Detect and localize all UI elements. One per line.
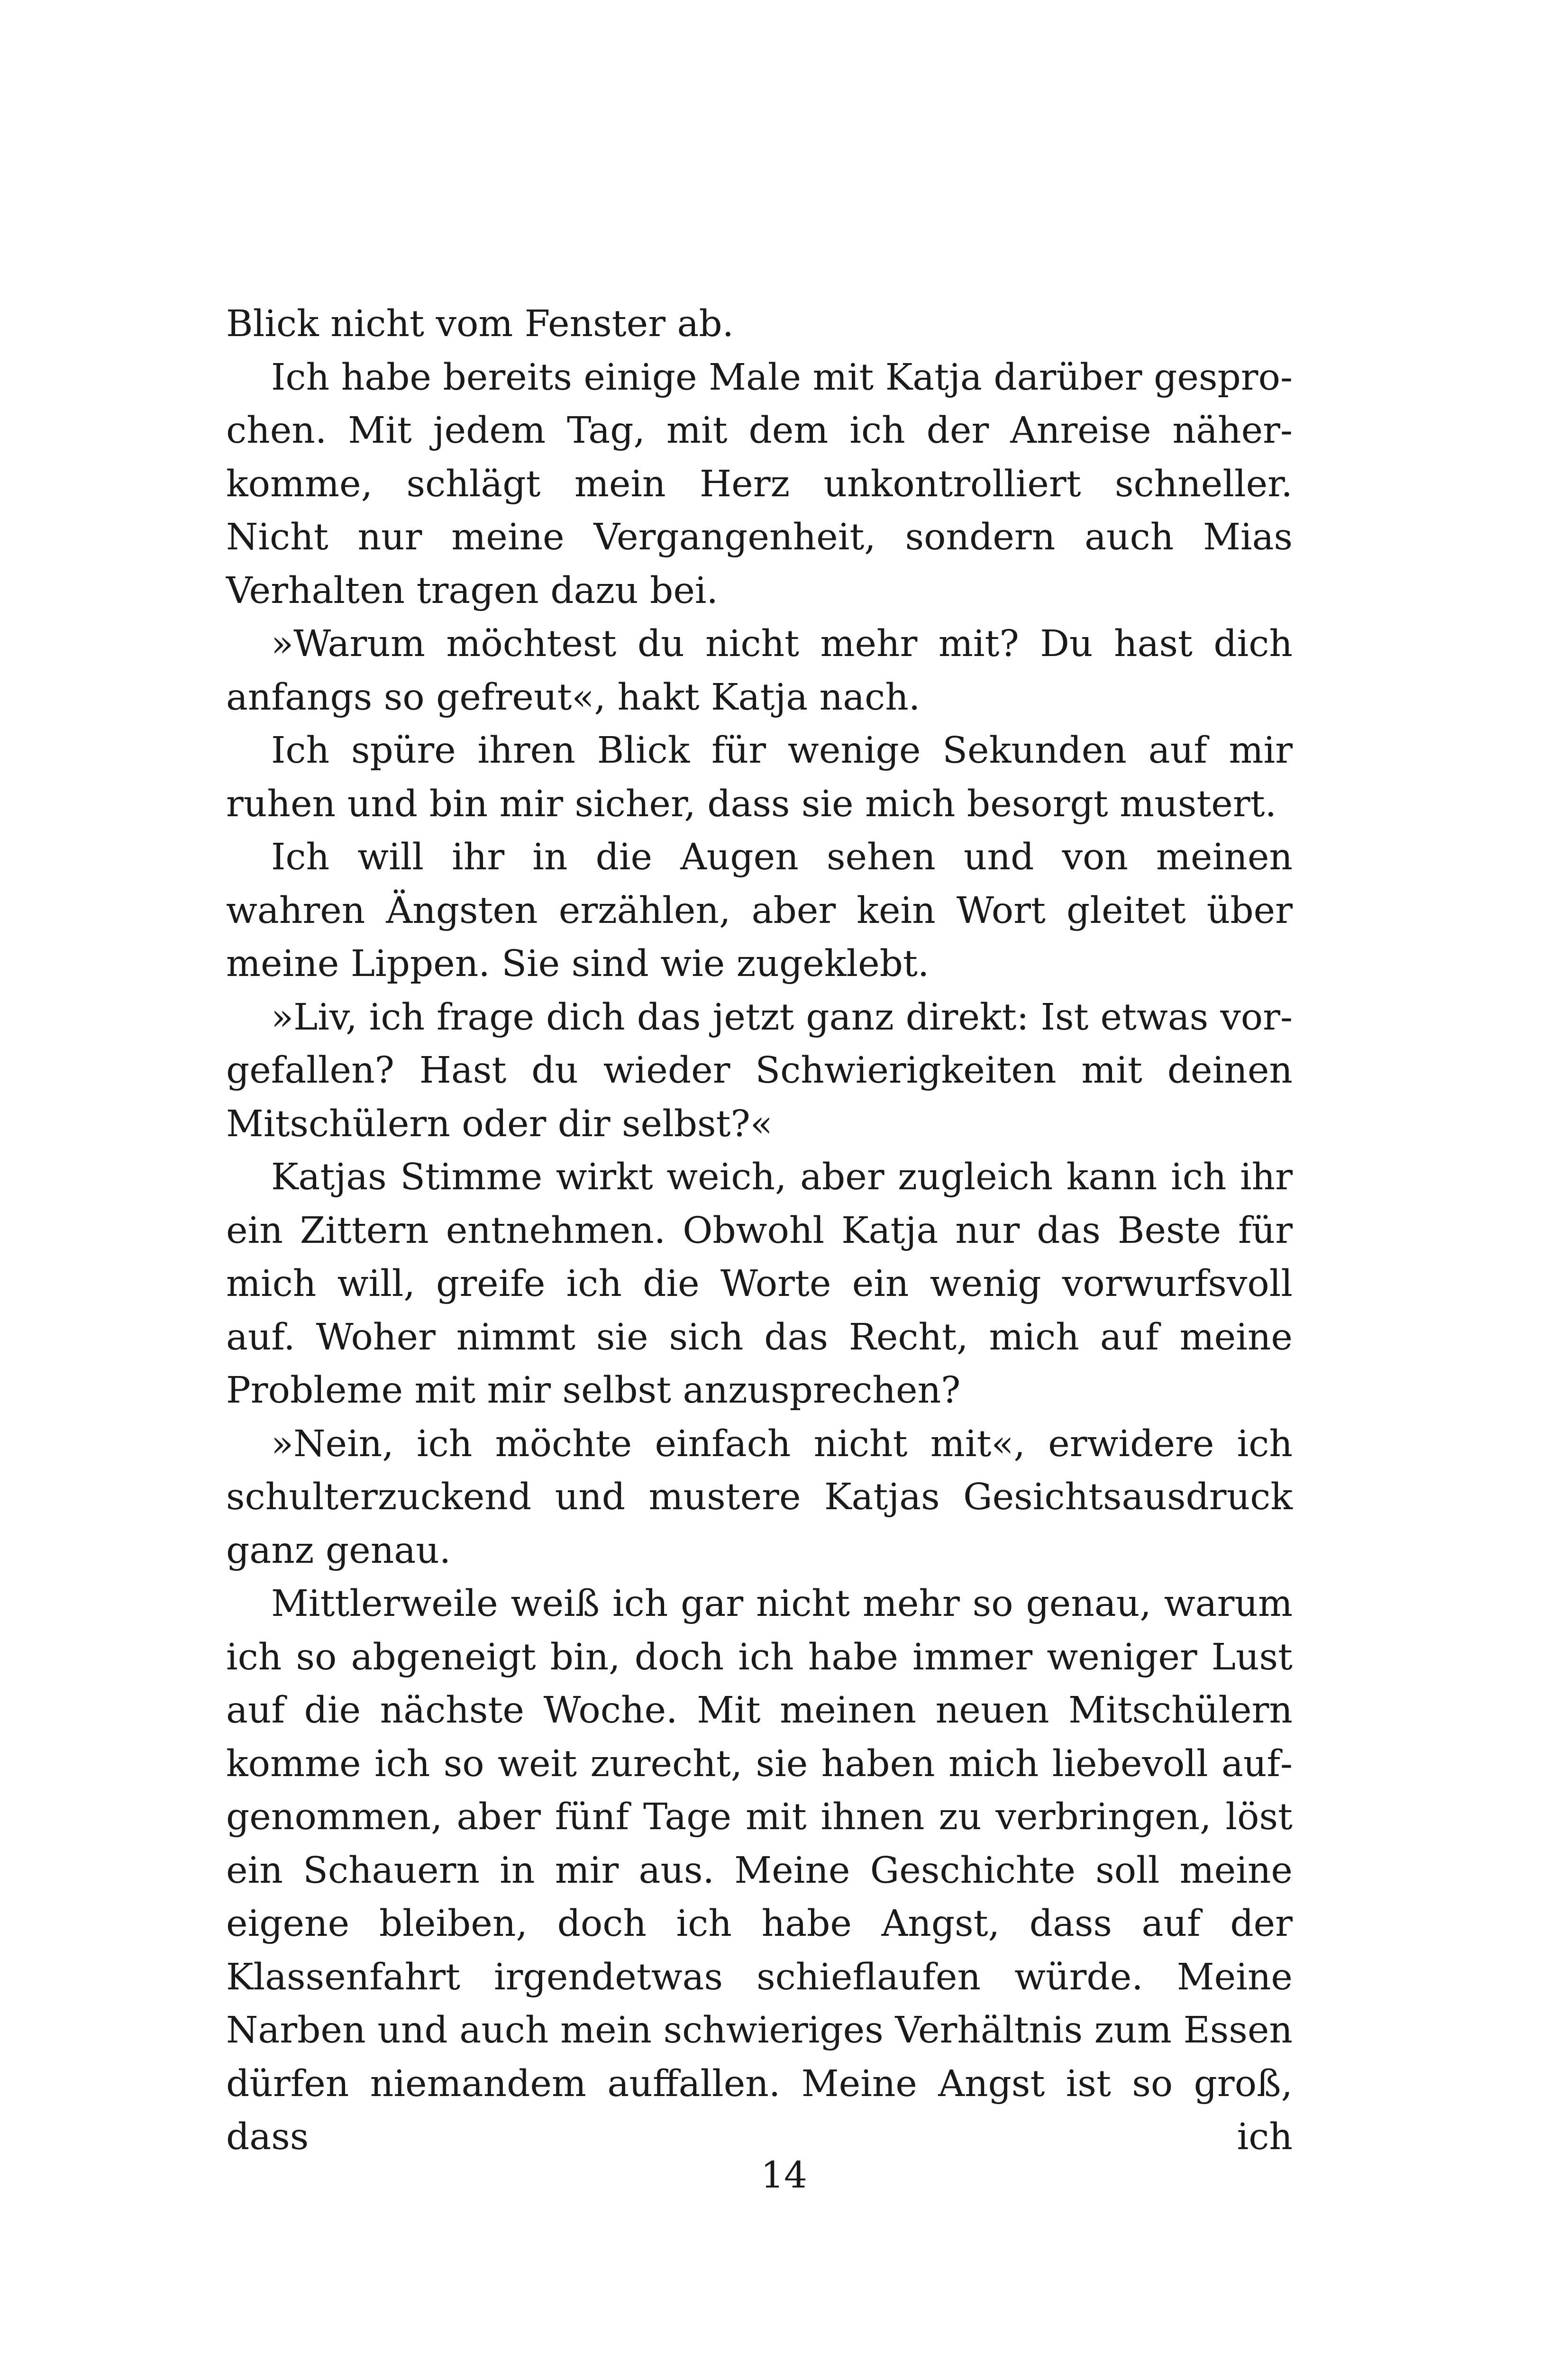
paragraph: Blick nicht vom Fenster ab. <box>226 303 734 345</box>
paragraph-continues: Mittlerweile weiß ich gar nicht mehr so genau, warum ich so abgeneigt bin, doch ich habe immer weniger Lust auf die nächste Woche. Mit meinen neuen Mitschülern komme ich so weit zurecht, sie haben mich liebevoll aufgenommen, aber fünf Tage mit ihnen zu verbringen, löst ein Schauern in mir aus. Meine Geschichte soll meine eigene bleiben, doch ich habe Angst, dass auf der Klassenfahrt irgendetwas schieflaufen würde. Meine Narben und auch mein schwieriges Verhältnis zum Essen dürfen niemandem auffallen. Meine Angst ist so groß, dass ich <box>226 1583 1293 2158</box>
paragraph: Ich habe bereits einige Male mit Katja darüber gesprochen. Mit jedem Tag, mit dem ich der Anreise näherkomme, schlägt mein Herz unkontrolliert schneller. Nicht nur meine Vergangenheit, sondern auch Mias Verhalten tragen dazu bei. <box>226 356 1293 612</box>
paragraph: Katjas Stimme wirkt weich, aber zugleich kann ich ihr ein Zittern entnehmen. Obwohl Katja nur das Beste für mich will, greife ich die Worte ein wenig vorwurfsvoll auf. Woher nimmt sie sich das Recht, mich auf meine Probleme mit mir selbst anzusprechen? <box>226 1156 1293 1412</box>
paragraph: Ich spüre ihren Blick für wenige Sekunden auf mir ruhen und bin mir sicher, dass sie mich besorgt mustert. <box>226 729 1293 825</box>
paragraph: »Nein, ich möchte einfach nicht mit«, erwidere ich schulterzuckend und mustere Katjas Gesichtsausdruck ganz genau. <box>226 1422 1293 1572</box>
paragraph: »Liv, ich frage dich das jetzt ganz direkt: Ist etwas vorgefallen? Hast du wieder Schwierigkeiten mit deinen Mitschülern oder dir selbst?« <box>226 996 1293 1145</box>
body-text <box>226 298 1293 2164</box>
paragraph: »Warum möchtest du nicht mehr mit? Du hast dich anfangs so gefreut«, hakt Katja nach. <box>226 623 1293 719</box>
page-number: 14 <box>761 2154 807 2197</box>
paragraph: Ich will ihr in die Augen sehen und von meinen wahren Ängsten erzählen, aber kein Wort gleitet über meine Lippen. Sie sind wie zugeklebt. <box>226 836 1293 985</box>
